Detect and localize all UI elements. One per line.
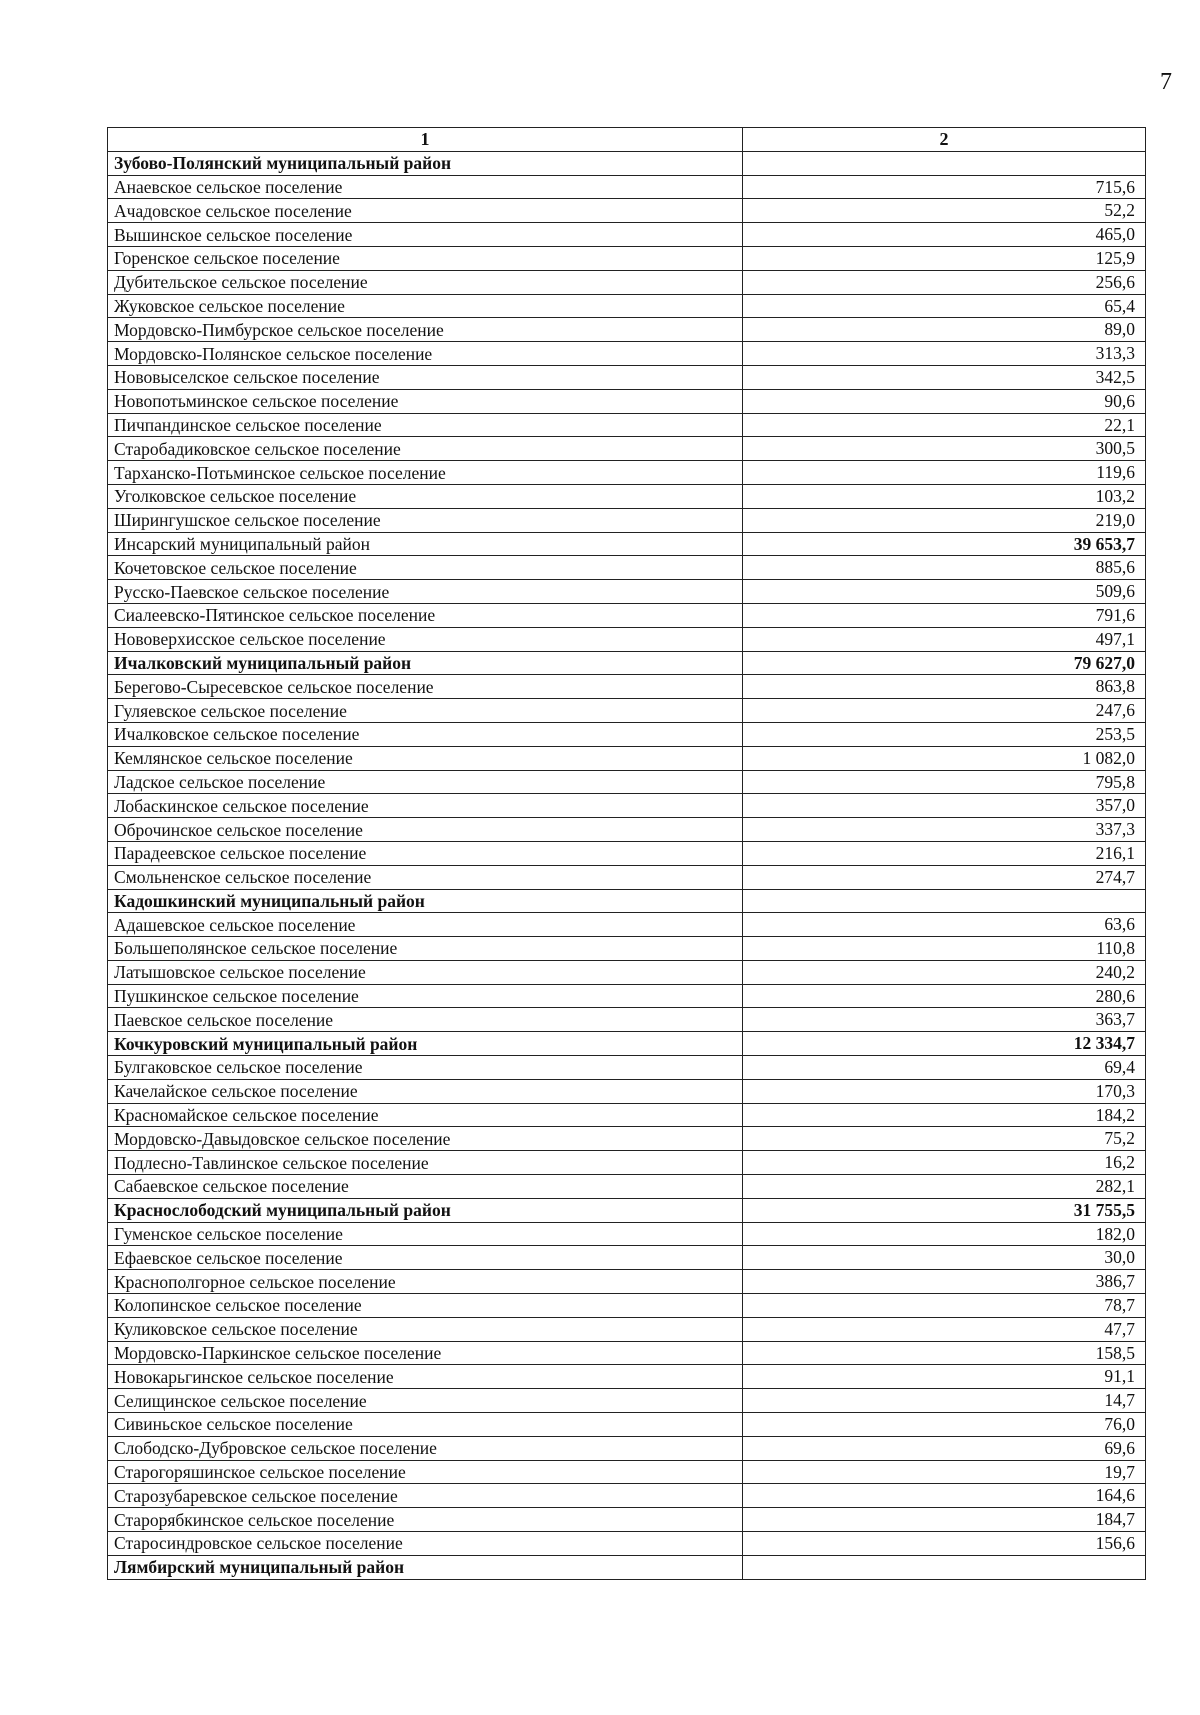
settlement-value: 465,0 — [743, 223, 1146, 247]
settlement-value: 863,8 — [743, 675, 1146, 699]
settlement-value: 253,5 — [743, 722, 1146, 746]
settlement-name: Лобаскинское сельское поселение — [108, 794, 743, 818]
settlement-name: Нововерхисское сельское поселение — [108, 627, 743, 651]
settlement-row — [108, 1056, 1146, 1080]
settlement-name: Краснополгорное сельское поселение — [108, 1270, 743, 1294]
settlement-row — [108, 223, 1146, 247]
settlement-row — [108, 1175, 1146, 1199]
settlement-row — [108, 199, 1146, 223]
settlement-row — [108, 342, 1146, 366]
settlement-value: 386,7 — [743, 1270, 1146, 1294]
settlement-value: 14,7 — [743, 1389, 1146, 1413]
settlement-row — [108, 246, 1146, 270]
settlement-row — [108, 1270, 1146, 1294]
settlement-row — [108, 1246, 1146, 1270]
settlement-row — [108, 365, 1146, 389]
column-header-1: 1 — [108, 128, 743, 152]
settlement-row — [108, 389, 1146, 413]
settlement-name: Мордовско-Полянское сельское поселение — [108, 342, 743, 366]
settlement-row — [108, 1341, 1146, 1365]
settlement-row — [108, 984, 1146, 1008]
settlement-name: Горенское сельское поселение — [108, 246, 743, 270]
district-total — [743, 889, 1146, 913]
settlement-row — [108, 413, 1146, 437]
settlement-value: 119,6 — [743, 461, 1146, 485]
settlement-name: Нововыселское сельское поселение — [108, 365, 743, 389]
budget-table — [107, 127, 1146, 1580]
settlement-value: 216,1 — [743, 841, 1146, 865]
settlement-row — [108, 1389, 1146, 1413]
settlement-name: Мордовско-Давыдовское сельское поселение — [108, 1127, 743, 1151]
settlement-row — [108, 794, 1146, 818]
settlement-name: Старозубаревское сельское поселение — [108, 1484, 743, 1508]
table-header-row — [108, 128, 1146, 152]
settlement-name: Мордовско-Пимбурское сельское поселение — [108, 318, 743, 342]
settlement-value: 357,0 — [743, 794, 1146, 818]
settlement-row — [108, 1532, 1146, 1556]
settlement-name: Колопинское сельское поселение — [108, 1294, 743, 1318]
district-row — [108, 651, 1146, 675]
settlement-value: 256,6 — [743, 270, 1146, 294]
settlement-name: Ачадовское сельское поселение — [108, 199, 743, 223]
settlement-name: Тарханско-Потьминское сельское поселение — [108, 461, 743, 485]
table-body — [108, 151, 1146, 1579]
settlement-row — [108, 937, 1146, 961]
district-total — [743, 1555, 1146, 1579]
settlement-value: 182,0 — [743, 1222, 1146, 1246]
district-row — [108, 151, 1146, 175]
settlement-value: 247,6 — [743, 699, 1146, 723]
settlement-value: 16,2 — [743, 1151, 1146, 1175]
settlement-name: Инсарский муниципальный район — [108, 532, 743, 556]
settlement-row — [108, 603, 1146, 627]
settlement-value: 47,7 — [743, 1317, 1146, 1341]
district-total: 79 627,0 — [743, 651, 1146, 675]
settlement-value: 280,6 — [743, 984, 1146, 1008]
settlement-value: 497,1 — [743, 627, 1146, 651]
settlement-value: 89,0 — [743, 318, 1146, 342]
settlement-value: 75,2 — [743, 1127, 1146, 1151]
settlement-name: Красномайское сельское поселение — [108, 1103, 743, 1127]
settlement-row — [108, 913, 1146, 937]
settlement-name: Ефаевское сельское поселение — [108, 1246, 743, 1270]
settlement-value: 110,8 — [743, 937, 1146, 961]
settlement-name: Оброчинское сельское поселение — [108, 818, 743, 842]
settlement-value: 184,7 — [743, 1508, 1146, 1532]
settlement-name: Вышинское сельское поселение — [108, 223, 743, 247]
settlement-name: Русско-Паевское сельское поселение — [108, 580, 743, 604]
settlement-name: Сивиньское сельское поселение — [108, 1413, 743, 1437]
settlement-row — [108, 1365, 1146, 1389]
settlement-name: Ширингушское сельское поселение — [108, 508, 743, 532]
settlement-row — [108, 556, 1146, 580]
settlement-name: Кочетовское сельское поселение — [108, 556, 743, 580]
settlement-value: 90,6 — [743, 389, 1146, 413]
settlement-row — [108, 865, 1146, 889]
district-total: 12 334,7 — [743, 1032, 1146, 1056]
district-row — [108, 1198, 1146, 1222]
settlement-row — [108, 532, 1146, 556]
settlement-row — [108, 1127, 1146, 1151]
settlement-row — [108, 841, 1146, 865]
settlement-name: Подлесно-Тавлинское сельское поселение — [108, 1151, 743, 1175]
settlement-row — [108, 1103, 1146, 1127]
settlement-value: 156,6 — [743, 1532, 1146, 1556]
settlement-row — [108, 318, 1146, 342]
settlement-row — [108, 1151, 1146, 1175]
settlement-value: 65,4 — [743, 294, 1146, 318]
settlement-row — [108, 699, 1146, 723]
settlement-value: 52,2 — [743, 199, 1146, 223]
settlement-value: 300,5 — [743, 437, 1146, 461]
settlement-row — [108, 1294, 1146, 1318]
settlement-row — [108, 294, 1146, 318]
settlement-name: Булгаковское сельское поселение — [108, 1056, 743, 1080]
settlement-value: 30,0 — [743, 1246, 1146, 1270]
settlement-value: 78,7 — [743, 1294, 1146, 1318]
district-name: Ичалковский муниципальный район — [108, 651, 743, 675]
district-name: Лямбирский муниципальный район — [108, 1555, 743, 1579]
settlement-name: Дубительское сельское поселение — [108, 270, 743, 294]
settlement-name: Новопотьминское сельское поселение — [108, 389, 743, 413]
settlement-value: 164,6 — [743, 1484, 1146, 1508]
settlement-row — [108, 1484, 1146, 1508]
settlement-value: 240,2 — [743, 960, 1146, 984]
settlement-row — [108, 770, 1146, 794]
settlement-row — [108, 1222, 1146, 1246]
settlement-value: 313,3 — [743, 342, 1146, 366]
settlement-value: 509,6 — [743, 580, 1146, 604]
settlement-value: 791,6 — [743, 603, 1146, 627]
settlement-name: Сабаевское сельское поселение — [108, 1175, 743, 1199]
settlement-value: 274,7 — [743, 865, 1146, 889]
settlement-value: 1 082,0 — [743, 746, 1146, 770]
settlement-name: Берегово-Сыресевское сельское поселение — [108, 675, 743, 699]
settlement-value: 91,1 — [743, 1365, 1146, 1389]
settlement-name: Уголковское сельское поселение — [108, 484, 743, 508]
settlement-value: 63,6 — [743, 913, 1146, 937]
settlement-row — [108, 1008, 1146, 1032]
settlement-row — [108, 1317, 1146, 1341]
settlement-value: 19,7 — [743, 1460, 1146, 1484]
settlement-name: Старогоряшинское сельское поселение — [108, 1460, 743, 1484]
settlement-name: Старобадиковское сельское поселение — [108, 437, 743, 461]
settlement-value: 158,5 — [743, 1341, 1146, 1365]
settlement-name: Гуменское сельское поселение — [108, 1222, 743, 1246]
settlement-row — [108, 1436, 1146, 1460]
district-name: Кадошкинский муниципальный район — [108, 889, 743, 913]
settlement-name: Слободско-Дубровское сельское поселение — [108, 1436, 743, 1460]
settlement-name: Латышовское сельское поселение — [108, 960, 743, 984]
district-name: Кочкуровский муниципальный район — [108, 1032, 743, 1056]
settlement-name: Мордовско-Паркинское сельское поселение — [108, 1341, 743, 1365]
district-row — [108, 889, 1146, 913]
settlement-row — [108, 461, 1146, 485]
page-number: 7 — [1160, 69, 1172, 95]
settlement-row — [108, 484, 1146, 508]
settlement-value: 170,3 — [743, 1079, 1146, 1103]
settlement-value: 342,5 — [743, 365, 1146, 389]
district-row — [108, 1555, 1146, 1579]
settlement-value: 885,6 — [743, 556, 1146, 580]
settlement-name: Паевское сельское поселение — [108, 1008, 743, 1032]
settlement-row — [108, 508, 1146, 532]
settlement-name: Пушкинское сельское поселение — [108, 984, 743, 1008]
settlement-row — [108, 270, 1146, 294]
settlement-row — [108, 1079, 1146, 1103]
settlement-row — [108, 818, 1146, 842]
settlement-row — [108, 437, 1146, 461]
settlement-name: Анаевское сельское поселение — [108, 175, 743, 199]
settlement-row — [108, 722, 1146, 746]
district-name: Зубово-Полянский муниципальный район — [108, 151, 743, 175]
settlement-value: 103,2 — [743, 484, 1146, 508]
settlement-name: Качелайское сельское поселение — [108, 1079, 743, 1103]
settlement-name: Новокарьгинское сельское поселение — [108, 1365, 743, 1389]
settlement-row — [108, 175, 1146, 199]
district-total: 31 755,5 — [743, 1198, 1146, 1222]
settlement-row — [108, 1508, 1146, 1532]
district-row — [108, 1032, 1146, 1056]
settlement-value: 76,0 — [743, 1413, 1146, 1437]
settlement-row — [108, 675, 1146, 699]
settlement-value: 22,1 — [743, 413, 1146, 437]
settlement-row — [108, 746, 1146, 770]
settlement-name: Большеполянское сельское поселение — [108, 937, 743, 961]
settlement-name: Ичалковское сельское поселение — [108, 722, 743, 746]
settlement-name: Сиалеевско-Пятинское сельское поселение — [108, 603, 743, 627]
settlement-value: 125,9 — [743, 246, 1146, 270]
settlement-name: Пичпандинское сельское поселение — [108, 413, 743, 437]
settlement-name: Адашевское сельское поселение — [108, 913, 743, 937]
settlement-name: Ладское сельское поселение — [108, 770, 743, 794]
settlement-value: 69,4 — [743, 1056, 1146, 1080]
settlement-value: 184,2 — [743, 1103, 1146, 1127]
settlement-value: 39 653,7 — [743, 532, 1146, 556]
settlement-name: Старорябкинское сельское поселение — [108, 1508, 743, 1532]
settlement-value: 363,7 — [743, 1008, 1146, 1032]
settlement-name: Селищинское сельское поселение — [108, 1389, 743, 1413]
settlement-name: Парадеевское сельское поселение — [108, 841, 743, 865]
settlement-name: Гуляевское сельское поселение — [108, 699, 743, 723]
settlement-name: Смольненское сельское поселение — [108, 865, 743, 889]
settlement-value: 69,6 — [743, 1436, 1146, 1460]
settlement-row — [108, 960, 1146, 984]
settlement-name: Куликовское сельское поселение — [108, 1317, 743, 1341]
district-total — [743, 151, 1146, 175]
settlement-row — [108, 580, 1146, 604]
settlement-value: 337,3 — [743, 818, 1146, 842]
settlement-name: Жуковское сельское поселение — [108, 294, 743, 318]
settlement-value: 715,6 — [743, 175, 1146, 199]
settlement-value: 219,0 — [743, 508, 1146, 532]
settlement-name: Кемлянское сельское поселение — [108, 746, 743, 770]
district-name: Краснослободский муниципальный район — [108, 1198, 743, 1222]
settlement-row — [108, 1460, 1146, 1484]
settlement-row — [108, 1413, 1146, 1437]
settlement-name: Старосиндровское сельское поселение — [108, 1532, 743, 1556]
settlement-value: 282,1 — [743, 1175, 1146, 1199]
column-header-2: 2 — [743, 128, 1146, 152]
settlement-row — [108, 627, 1146, 651]
settlement-value: 795,8 — [743, 770, 1146, 794]
